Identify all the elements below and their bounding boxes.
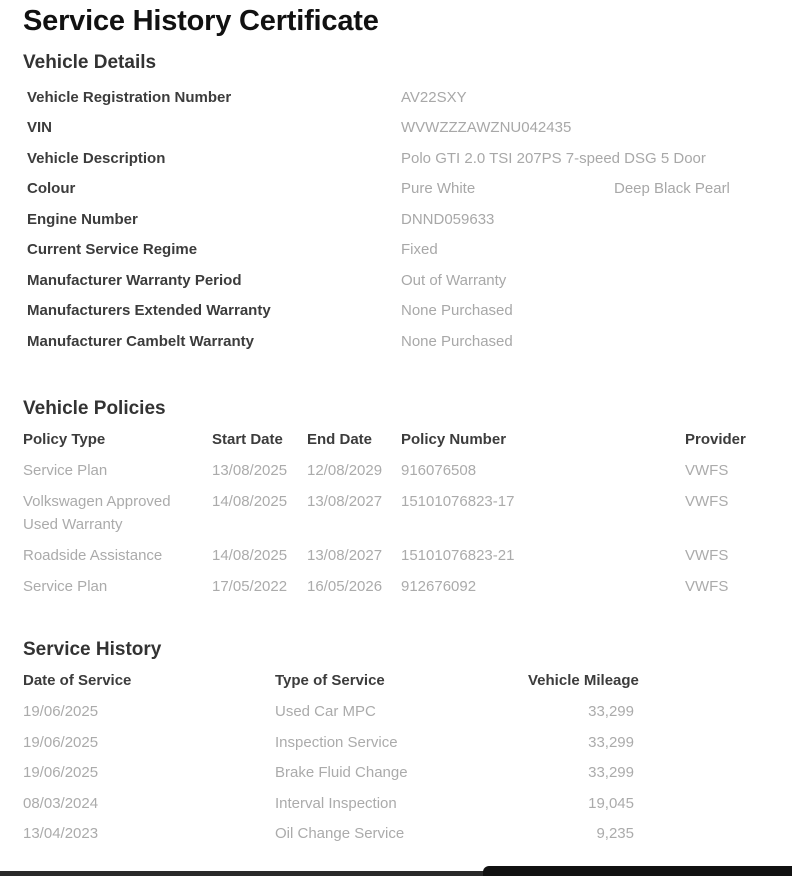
detail-label-service-regime: Current Service Regime xyxy=(27,241,198,258)
detail-value-warranty-period: Out of Warranty xyxy=(401,272,507,289)
col-policy-type: Policy Type xyxy=(23,431,106,448)
detail-value-colour-secondary: Deep Black Pearl xyxy=(614,180,730,197)
policy-row-3-start: 17/05/2022 xyxy=(212,578,288,595)
service-row-4-type: Oil Change Service xyxy=(275,825,405,842)
policy-row-1-provider: VWFS xyxy=(685,493,729,510)
detail-value-service-regime: Fixed xyxy=(401,241,438,258)
vehicle-policies-heading: Vehicle Policies xyxy=(23,398,166,419)
policy-row-2-type: Roadside Assistance xyxy=(23,547,163,564)
policy-row-3-provider: VWFS xyxy=(685,578,729,595)
policy-row-0-provider: VWFS xyxy=(685,462,729,479)
detail-value-colour: Pure White xyxy=(401,180,476,197)
detail-value-registration: AV22SXY xyxy=(401,89,467,106)
detail-label-colour: Colour xyxy=(27,180,76,197)
col-policy-number: Policy Number xyxy=(401,431,507,448)
policy-row-2-number: 15101076823-21 xyxy=(401,547,515,564)
page-title: Service History Certificate xyxy=(23,5,379,37)
bottom-overlay-bar xyxy=(483,866,792,876)
detail-label-description: Vehicle Description xyxy=(27,150,166,167)
policy-row-0-type: Service Plan xyxy=(23,462,108,479)
col-type-of-service: Type of Service xyxy=(275,672,385,689)
service-row-3-date: 08/03/2024 xyxy=(23,795,99,812)
service-history-heading: Service History xyxy=(23,639,162,660)
detail-value-extended-warranty: None Purchased xyxy=(401,302,513,319)
service-row-1-mileage: 33,299 xyxy=(588,734,634,751)
detail-value-engine-number: DNND059633 xyxy=(401,211,495,228)
service-row-0-mileage: 33,299 xyxy=(588,703,634,720)
policy-row-1-type: Volkswagen Approved Used Warranty xyxy=(23,493,171,533)
col-start-date: Start Date xyxy=(212,431,283,448)
detail-label-vin: VIN xyxy=(27,119,53,136)
vehicle-details-heading: Vehicle Details xyxy=(23,52,157,73)
service-row-2-type: Brake Fluid Change xyxy=(275,764,408,781)
policy-row-3-end: 16/05/2026 xyxy=(307,578,383,595)
detail-label-warranty-period: Manufacturer Warranty Period xyxy=(27,272,242,289)
policy-row-0-start: 13/08/2025 xyxy=(212,462,288,479)
policy-row-2-provider: VWFS xyxy=(685,547,729,564)
policy-row-1-start: 14/08/2025 xyxy=(212,493,288,510)
service-row-0-type: Used Car MPC xyxy=(275,703,376,720)
detail-label-extended-warranty: Manufacturers Extended Warranty xyxy=(27,302,271,319)
col-vehicle-mileage: Vehicle Mileage xyxy=(528,672,639,689)
service-row-1-date: 19/06/2025 xyxy=(23,734,99,751)
col-provider: Provider xyxy=(685,431,746,448)
service-row-2-mileage: 33,299 xyxy=(588,764,634,781)
policy-row-3-type: Service Plan xyxy=(23,578,108,595)
detail-label-cambelt-warranty: Manufacturer Cambelt Warranty xyxy=(27,333,254,350)
policy-row-1-end: 13/08/2027 xyxy=(307,493,383,510)
service-row-0-date: 19/06/2025 xyxy=(23,703,99,720)
service-row-4-mileage: 9,235 xyxy=(596,825,634,842)
policy-row-0-end: 12/08/2029 xyxy=(307,462,383,479)
detail-label-engine-number: Engine Number xyxy=(27,211,138,228)
service-row-1-type: Inspection Service xyxy=(275,734,398,751)
service-row-2-date: 19/06/2025 xyxy=(23,764,99,781)
policy-row-2-start: 14/08/2025 xyxy=(212,547,288,564)
policy-row-2-end: 13/08/2027 xyxy=(307,547,383,564)
policy-row-1-number: 15101076823-17 xyxy=(401,493,515,510)
detail-label-registration: Vehicle Registration Number xyxy=(27,89,232,106)
detail-value-vin: WVWZZZAWZNU042435 xyxy=(401,119,572,136)
detail-value-cambelt-warranty: None Purchased xyxy=(401,333,513,350)
service-row-3-mileage: 19,045 xyxy=(588,795,634,812)
detail-value-description: Polo GTI 2.0 TSI 207PS 7-speed DSG 5 Door xyxy=(401,150,706,167)
col-end-date: End Date xyxy=(307,431,373,448)
policy-row-3-number: 912676092 xyxy=(401,578,477,595)
service-row-4-date: 13/04/2023 xyxy=(23,825,99,842)
service-row-3-type: Interval Inspection xyxy=(275,795,397,812)
col-date-of-service: Date of Service xyxy=(23,672,132,689)
policy-row-0-number: 916076508 xyxy=(401,462,477,479)
